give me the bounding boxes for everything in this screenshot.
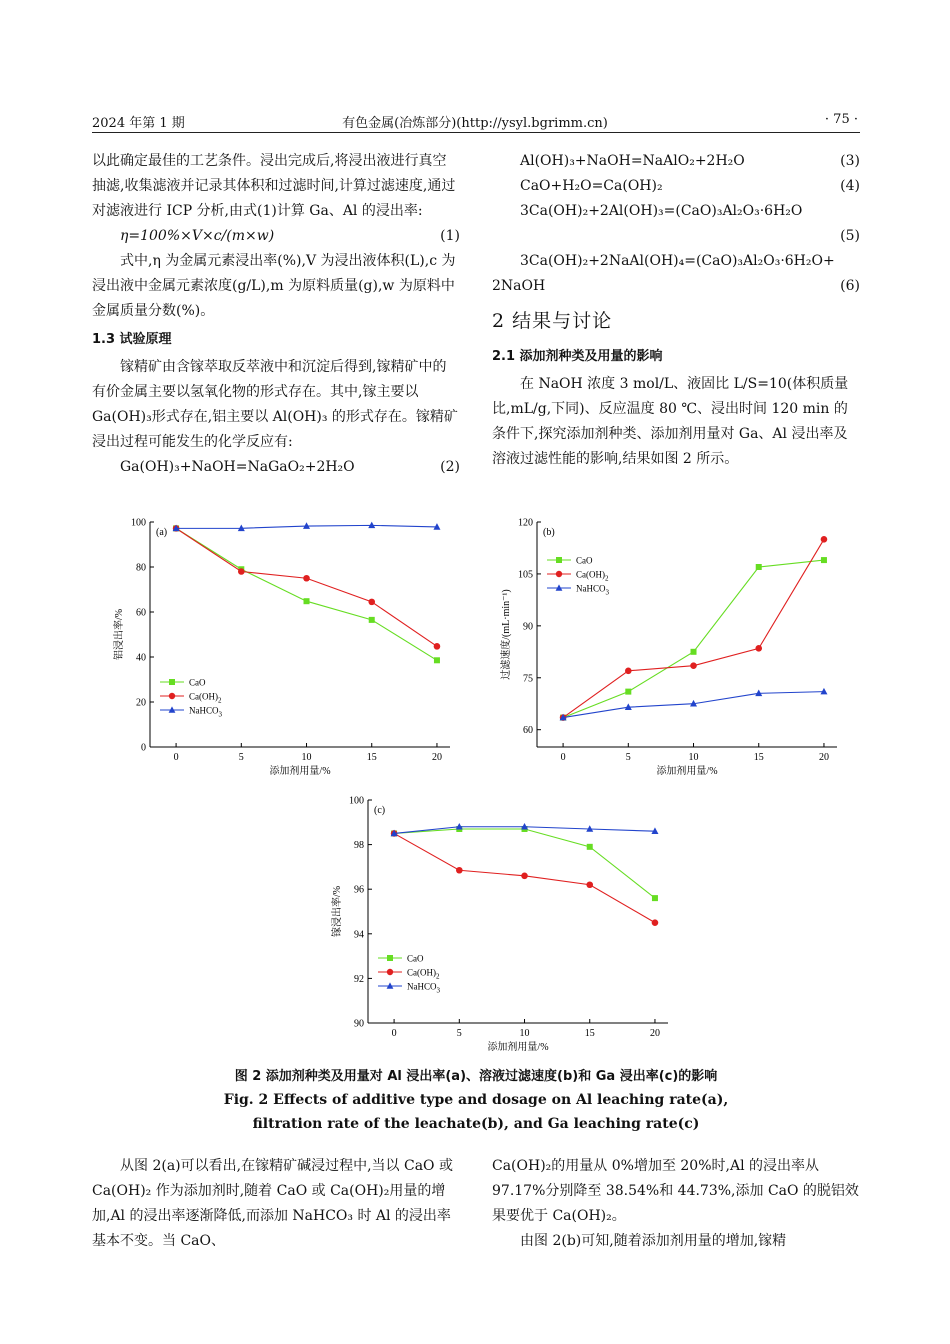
y-tick-label: 75 [523, 673, 533, 685]
x-axis-label: 添加剂用量/% [487, 1042, 549, 1053]
panel-label: (a) [156, 527, 168, 538]
data-point-square [369, 617, 375, 623]
paragraph: Ca(OH)₂的用量从 0%增加至 20%时,Al 的浸出率从 97.17%分别降至 38.54%和 44.73%,添加 CaO 的脱铝效果要优于 Ca(OH)₂。 [492, 1158, 859, 1224]
x-tick-label: 10 [519, 1028, 530, 1039]
legend-label: CaO [189, 677, 206, 688]
section-heading: 2 结果与讨论 [492, 310, 613, 332]
x-tick-label: 10 [688, 752, 699, 763]
legend-marker [169, 679, 175, 685]
legend-label: $Ca(OH)_2$ [407, 967, 440, 981]
data-point-square [625, 689, 631, 695]
data-point-square [652, 895, 658, 901]
y-tick-label: 40 [136, 652, 146, 664]
equation-5: 3Ca(OH)₂+2Al(OH)₃=(CaO)₃Al₂O₃·6H₂O [520, 203, 803, 219]
legend-marker [387, 955, 393, 961]
data-point-square [821, 557, 827, 563]
x-tick-label: 15 [366, 752, 377, 763]
equation-1 [92, 224, 460, 249]
data-point-circle [456, 867, 463, 874]
data-point-circle [625, 668, 632, 675]
paragraph: 在 NaOH 浓度 3 mol/L、液固比 L/S=10(体积质量比,mL/g,下同)、反应温度 80 ℃、浸出时间 120 min 的条件下,探究添加剂种类、添加剂用量对 Ga、Al 浸出率及溶液过滤性能的影响,结果如图 2 所示。 [492, 376, 849, 467]
x-tick-label: 5 [456, 1028, 462, 1039]
x-tick-label: 20 [818, 752, 829, 763]
data-point-circle [755, 645, 762, 652]
panel-label: (c) [374, 805, 386, 816]
legend-marker [556, 557, 562, 563]
data-point-circle [303, 575, 310, 582]
data-point-triangle [820, 688, 827, 695]
data-point-square [587, 844, 593, 850]
chart-c [330, 793, 675, 1056]
y-tick-label: 100 [131, 517, 146, 529]
legend-label: $Ca(OH)_2$ [189, 691, 222, 705]
legend-label: CaO [576, 555, 593, 566]
journal-title: 有色金属(冶炼部分)(http://ysyl.bgrimm.cn) [342, 116, 608, 131]
equation-text: 2NaOH [492, 278, 546, 294]
y-tick-label: 80 [136, 562, 146, 574]
x-axis-label: 添加剂用量/% [269, 766, 331, 777]
paragraph: 从图 2(a)可以看出,在镓精矿碱浸过程中,当以 CaO 或 Ca(OH)₂ 作为添加剂时,随着 CaO 或 Ca(OH)₂用量的增加,Al 的浸出率逐渐降低,而添加 NaHCO₃ 时 Al 的浸出率基本不变。当 CaO、 [92, 1158, 453, 1249]
x-tick-label: 15 [753, 752, 764, 763]
paragraph: 镓精矿由含镓萃取反萃液中和沉淀后得到,镓精矿中的有价金属主要以氢氧化物的形式存在。其中,镓主要以 Ga(OH)₃形式存在,铝主要以 Al(OH)₃ 的形式存在。镓精矿浸出过程可能发生的化学反应有: [92, 359, 458, 450]
equation-number: (2) [440, 459, 460, 475]
figure-caption-en-2: filtration rate of the leachate(b), and Ga leaching rate(c) [252, 1116, 700, 1132]
x-tick-label: 0 [560, 752, 566, 763]
y-tick-label: 92 [354, 973, 364, 985]
y-tick-label: 20 [136, 697, 146, 709]
right-column-bottom [492, 1154, 860, 1254]
series-line-CaOH2 [563, 539, 824, 717]
paragraph: 由图 2(b)可知,随着添加剂用量的增加,镓精 [520, 1233, 787, 1249]
equation-4 [492, 174, 860, 199]
header-rule [92, 132, 860, 133]
equation-number: (1) [440, 228, 460, 244]
equation-number: (5) [840, 228, 860, 244]
data-point-square [691, 649, 697, 655]
y-tick-label: 60 [523, 725, 533, 737]
x-tick-label: 10 [301, 752, 312, 763]
left-column-top [92, 149, 460, 480]
y-tick-label: 120 [518, 517, 533, 529]
journal-issue: 2024 年第 1 期 [92, 116, 185, 131]
legend-label: $Ca(OH)_2$ [576, 569, 609, 583]
series-line-CaOH2 [176, 528, 437, 646]
data-point-circle [238, 568, 245, 575]
y-tick-label: 60 [136, 607, 146, 619]
chart-b [494, 515, 850, 780]
data-point-circle [690, 662, 697, 669]
x-tick-label: 5 [238, 752, 244, 763]
x-axis-label: 添加剂用量/% [656, 766, 718, 777]
y-tick-label: 98 [354, 840, 364, 852]
equation-number: (3) [840, 153, 860, 169]
equation-text: η=100%×V×c/(m×w) [120, 228, 275, 244]
series-line-CaO [394, 829, 655, 898]
y-axis-label: 铝浸出率/% [114, 608, 125, 661]
figure-caption-en: Fig. 2 Effects of additive type and dosage on Al leaching rate(a), [223, 1092, 729, 1108]
x-tick-label: 0 [391, 1028, 397, 1039]
legend-label: NaHCO$_3$ [189, 705, 222, 719]
legend-marker [169, 693, 175, 699]
paragraph: 以此确定最佳的工艺条件。浸出完成后,将浸出液进行真空抽滤,收集滤液并记录其体积和过滤时间,计算过滤速度,通过对滤液进行 ICP 分析,由式(1)计算 Ga、Al 的浸出率: [92, 153, 456, 219]
y-tick-label: 0 [141, 742, 146, 754]
legend-label: NaHCO$_3$ [576, 583, 609, 597]
data-point-square [756, 564, 762, 570]
figure-caption-cn: 图 2 添加剂种类及用量对 Al 浸出率(a)、溶液过滤速度(b)和 Ga 浸出率(c)的影响 [234, 1069, 718, 1084]
equation-3 [492, 149, 860, 174]
legend-label: CaO [407, 953, 424, 964]
x-tick-label: 15 [584, 1028, 595, 1039]
chart-a [110, 515, 460, 780]
subsection-heading: 2.1 添加剂种类及用量的影响 [492, 349, 663, 364]
x-tick-label: 0 [173, 752, 179, 763]
y-tick-label: 90 [523, 621, 533, 633]
equation-number: (6) [840, 278, 860, 294]
equation-number: (4) [840, 178, 860, 194]
y-axis-label: 镓浸出率/% [332, 885, 343, 938]
y-tick-label: 96 [354, 884, 364, 896]
data-point-circle [368, 599, 375, 606]
data-point-circle [434, 643, 441, 650]
y-tick-label: 90 [354, 1018, 364, 1030]
data-point-square [434, 657, 440, 663]
legend-label: NaHCO$_3$ [407, 981, 440, 995]
right-column-top [492, 149, 860, 472]
section-heading: 1.3 试验原理 [92, 332, 172, 347]
legend-marker [556, 571, 562, 577]
data-point-circle [586, 881, 593, 888]
x-tick-label: 20 [431, 752, 442, 763]
equation-2 [92, 455, 460, 480]
data-point-circle [821, 536, 828, 543]
page-number: · 75 · [824, 112, 858, 127]
data-point-square [304, 598, 310, 604]
equation-text: CaO+H₂O=Ca(OH)₂ [520, 178, 663, 194]
x-tick-label: 20 [649, 1028, 660, 1039]
panel-label: (b) [543, 527, 555, 538]
equation-6-cont [492, 274, 860, 299]
paragraph: 式中,η 为金属元素浸出率(%),V 为浸出液体积(L),c 为浸出液中金属元素浓度(g/L),m 为原料质量(g),w 为原料中金属质量分数(%)。 [92, 253, 456, 319]
equation-text: Al(OH)₃+NaOH=NaAlO₂+2H₂O [520, 153, 745, 169]
data-point-circle [652, 919, 659, 926]
equation-6: 3Ca(OH)₂+2NaAl(OH)₄=(CaO)₃Al₂O₃·6H₂O+ [520, 253, 835, 269]
legend-marker [387, 969, 393, 975]
data-point-circle [521, 873, 528, 880]
y-axis-label: 过滤速度/(mL·min⁻¹) [501, 589, 512, 680]
y-tick-label: 94 [354, 929, 364, 941]
y-tick-label: 100 [349, 795, 364, 807]
left-column-bottom [92, 1154, 460, 1254]
equation-text: Ga(OH)₃+NaOH=NaGaO₂+2H₂O [120, 459, 355, 475]
y-tick-label: 105 [518, 569, 533, 581]
series-line-CaO [176, 528, 437, 660]
x-tick-label: 5 [625, 752, 631, 763]
